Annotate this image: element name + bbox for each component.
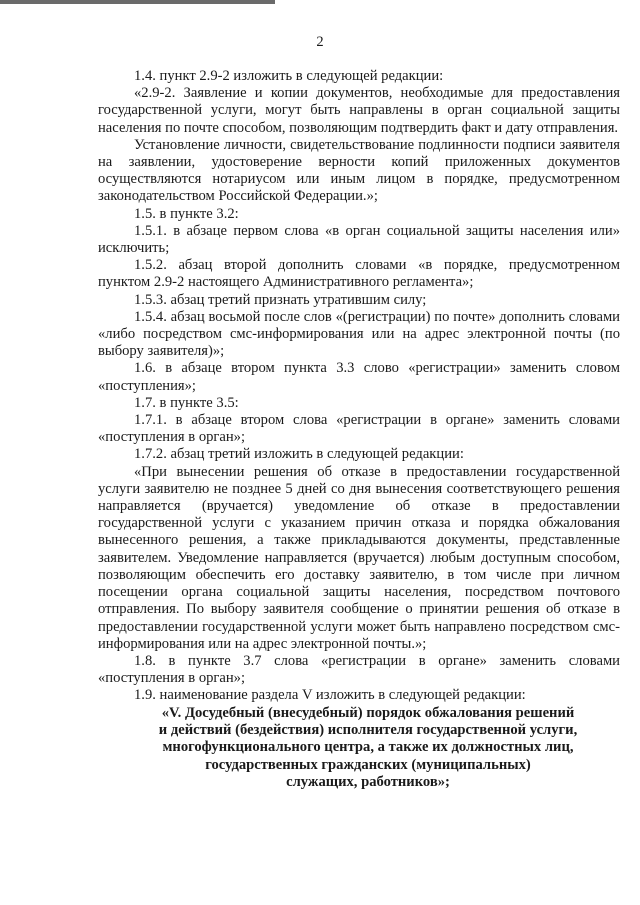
paragraph: 1.5.1. в абзаце первом слова «в орган социальной защиты населения или» исключить;	[98, 222, 620, 257]
heading-line: служащих, работников»;	[286, 774, 450, 791]
paragraph: 1.6. в абзаце втором пункта 3.3 слово «регистрации» заменить словом «поступления»;	[98, 360, 620, 394]
paragraph: 1.5.2. абзац второй дополнить словами «в порядке, предусмотренном пунктом 2.9-2 настоящего Административного регламента»;	[98, 257, 620, 291]
heading-line: и действий (бездействия) исполнителя государственной услуги,	[158, 721, 578, 738]
paragraph: 1.5.4. абзац восьмой после слов «(регистрации) по почте» дополнить словами «либо посредством смс-информирования или на адрес электронной почты (по выбору заявителя)»;	[98, 308, 620, 360]
paragraph: «2.9-2. Заявление и копии документов, необходимые для предоставления государственной услуги, могут быть направлены в орган социальной защиты населения по почте способом, позволяющим подтвердить факт и дату отправления.	[98, 85, 620, 136]
paragraph: 1.4. пункт 2.9-2 изложить в следующей редакции:	[134, 68, 444, 84]
paragraph: 1.5. в пункте 3.2:	[134, 205, 239, 222]
paragraph: Установление личности, свидетельствование подлинности подписи заявителя на заявлении, удостоверение верности копий приложенных документов осуществляются нотариусом или иным лицом в порядке, предусмотренном законодательством Российской Федерации.»;	[98, 136, 620, 205]
top-rule	[0, 0, 275, 4]
paragraph: 1.7. в пункте 3.5:	[134, 394, 239, 411]
heading-line: многофункционального центра, а также их должностных лиц,	[162, 739, 574, 756]
paragraph: «При вынесении решения об отказе в предоставлении государственной услуги заявителю не позднее 5 дней со дня вынесения соответствующего решения направляется (вручается) уведомление об отказе в предоставлении государственной услуги с указанием причин отказа и порядка обжалования вынесенного решения, а также прикладываются документы, представленные заявителем. Уведомление направляется (вручается) любым доступным способом, позволяющим обеспечить его доставку заявителю, в том числе при личном посещении органа социальной защиты населения, посредством почтового отправления. По выбору заявителя сообщение о принятии решения об отказе в предоставлении государственной услуги может быть направлено посредством смс-информирования или на адрес электронной почты.»;	[98, 463, 620, 652]
heading-line: государственных гражданских (муниципальных)	[205, 756, 531, 773]
section-heading	[98, 705, 620, 792]
document-body	[98, 68, 620, 792]
paragraph: 1.7.1. в абзаце втором слова «регистрации в органе» заменить словами «поступления в орган»;	[98, 412, 620, 446]
heading-line: «V. Досудебный (внесудебный) порядок обжалования решений	[161, 704, 575, 721]
page-number: 2	[316, 34, 324, 50]
paragraph: 1.8. в пункте 3.7 слова «регистрации в органе» заменить словами «поступления в орган»;	[98, 652, 620, 687]
paragraph: 1.9. наименование раздела V изложить в следующей редакции:	[134, 687, 526, 704]
paragraph: 1.7.2. абзац третий изложить в следующей редакции:	[134, 446, 464, 463]
paragraph: 1.5.3. абзац третий признать утратившим силу;	[134, 291, 427, 308]
